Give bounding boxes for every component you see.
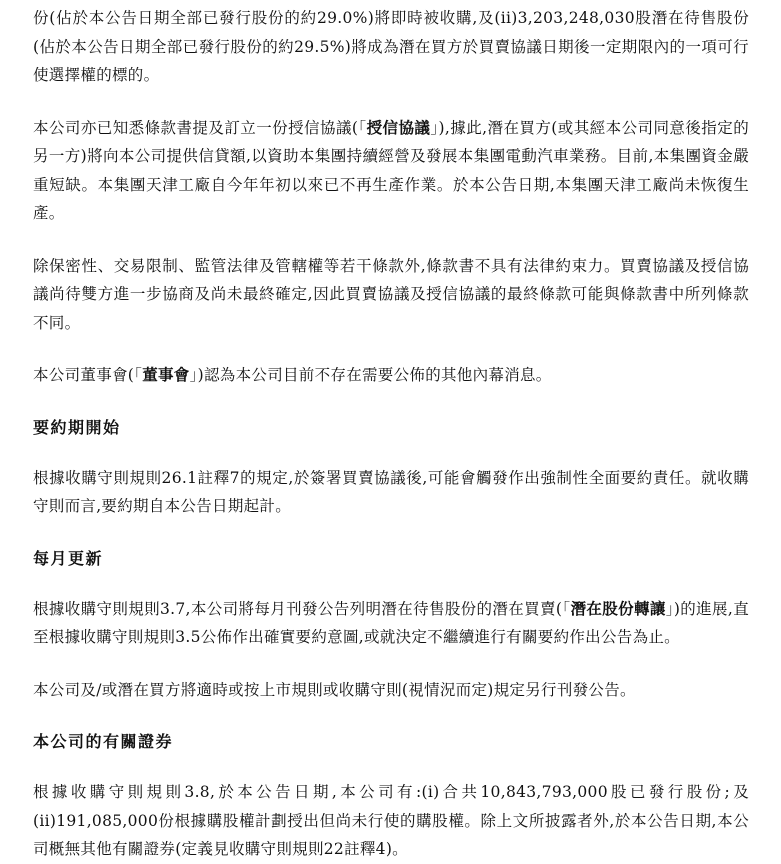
paragraph-text-lead: 根據收購守則規則3.7,本公司將每月刊發公告列明潛在待售股份的潛在買賣(「 <box>33 599 571 618</box>
defined-term-share-transfer: 潛在股份轉讓 <box>570 598 666 618</box>
paragraph-text: 根據收購守則規則3.8,於本公告日期,本公司有:(i)合共10,843,793,000股已發行股份;及(ii)191,085,000份根據購股權計劃授出但尚未行使的購股權。除上文所披露者外,於本公告日期,本公司概無其他有關證券(定義見收購守則規則22註釋4)。 <box>33 783 749 858</box>
spacer <box>33 390 749 414</box>
heading-relevant-securities: 本公司的有關證券 <box>33 732 174 751</box>
spacer <box>33 90 749 114</box>
announcement-body <box>33 4 749 864</box>
paragraph-further-announcements <box>33 676 749 705</box>
paragraph-relevant-securities <box>33 778 749 864</box>
paragraph-credit-agreement <box>33 114 749 228</box>
heading-monthly-update: 每月更新 <box>33 548 104 568</box>
paragraph-text: 本公司及/或潛在買方將適時或按上市規則或收購守則(視情況而定)規定另行刊發公告。 <box>33 680 636 699</box>
spacer <box>33 337 749 361</box>
paragraph-monthly-update <box>33 595 749 652</box>
paragraph-share-acquisition <box>33 4 749 90</box>
heading-offer-period: 要約期開始 <box>33 417 121 437</box>
defined-term-credit-agreement: 授信協議 <box>366 117 431 137</box>
paragraph-text-lead: 本公司亦已知悉條款書提及訂立一份授信協議(「 <box>33 118 367 137</box>
paragraph-text-rest: 」)的進展,直至根據收購守則規則3.5公佈作出確實要約意圖,或就決定不繼續進行有關要約作出公告為止。 <box>33 599 749 646</box>
spacer <box>33 652 749 676</box>
spacer <box>33 573 749 595</box>
paragraph-text-rest: 」),據此,潛在買方(或其經本公司同意後指定的另一方)將向本公司提供信貸額,以資助本集團持續經營及發展本集團電動汽車業務。目前,本集團資金嚴重短缺。本集團天津工廠自今年年初以來已不再生產作業。於本公告日期,本集團天津工廠尚未恢復生產。 <box>33 118 749 222</box>
spacer <box>33 521 749 545</box>
paragraph-board <box>33 361 749 390</box>
paragraph-term-sheet-binding <box>33 252 749 338</box>
paragraph-text-rest: 」)認為本公司目前不存在需要公佈的其他內幕消息。 <box>189 366 552 384</box>
defined-term-board: 董事會 <box>142 365 190 384</box>
paragraph-offer-period <box>33 464 749 521</box>
spacer <box>33 442 749 464</box>
spacer <box>33 228 749 252</box>
spacer <box>33 756 749 778</box>
paragraph-text: 根據收購守則規則26.1註釋7的規定,於簽署買賣協議後,可能會觸發作出強制性全面要約責任。就收購守則而言,要約期自本公告日期起計。 <box>33 468 749 515</box>
spacer <box>33 704 749 728</box>
paragraph-text: 份(佔於本公告日期全部已發行股份的約29.0%)將即時被收購,及(ii)3,203,248,030股潛在待售股份(佔於本公告日期全部已發行股份的約29.5%)將成為潛在買方於買賣協議日期後一定期限內的一項可行使選擇權的標的。 <box>33 9 749 84</box>
paragraph-text: 除保密性、交易限制、監管法律及管轄權等若干條款外,條款書不具有法律約束力。買賣協議及授信協議尚待雙方進一步協商及尚未最終確定,因此買賣協議及授信協議的最終條款可能與條款書中所列條款不同。 <box>33 256 749 332</box>
paragraph-text-lead: 本公司董事會(「 <box>33 366 143 384</box>
